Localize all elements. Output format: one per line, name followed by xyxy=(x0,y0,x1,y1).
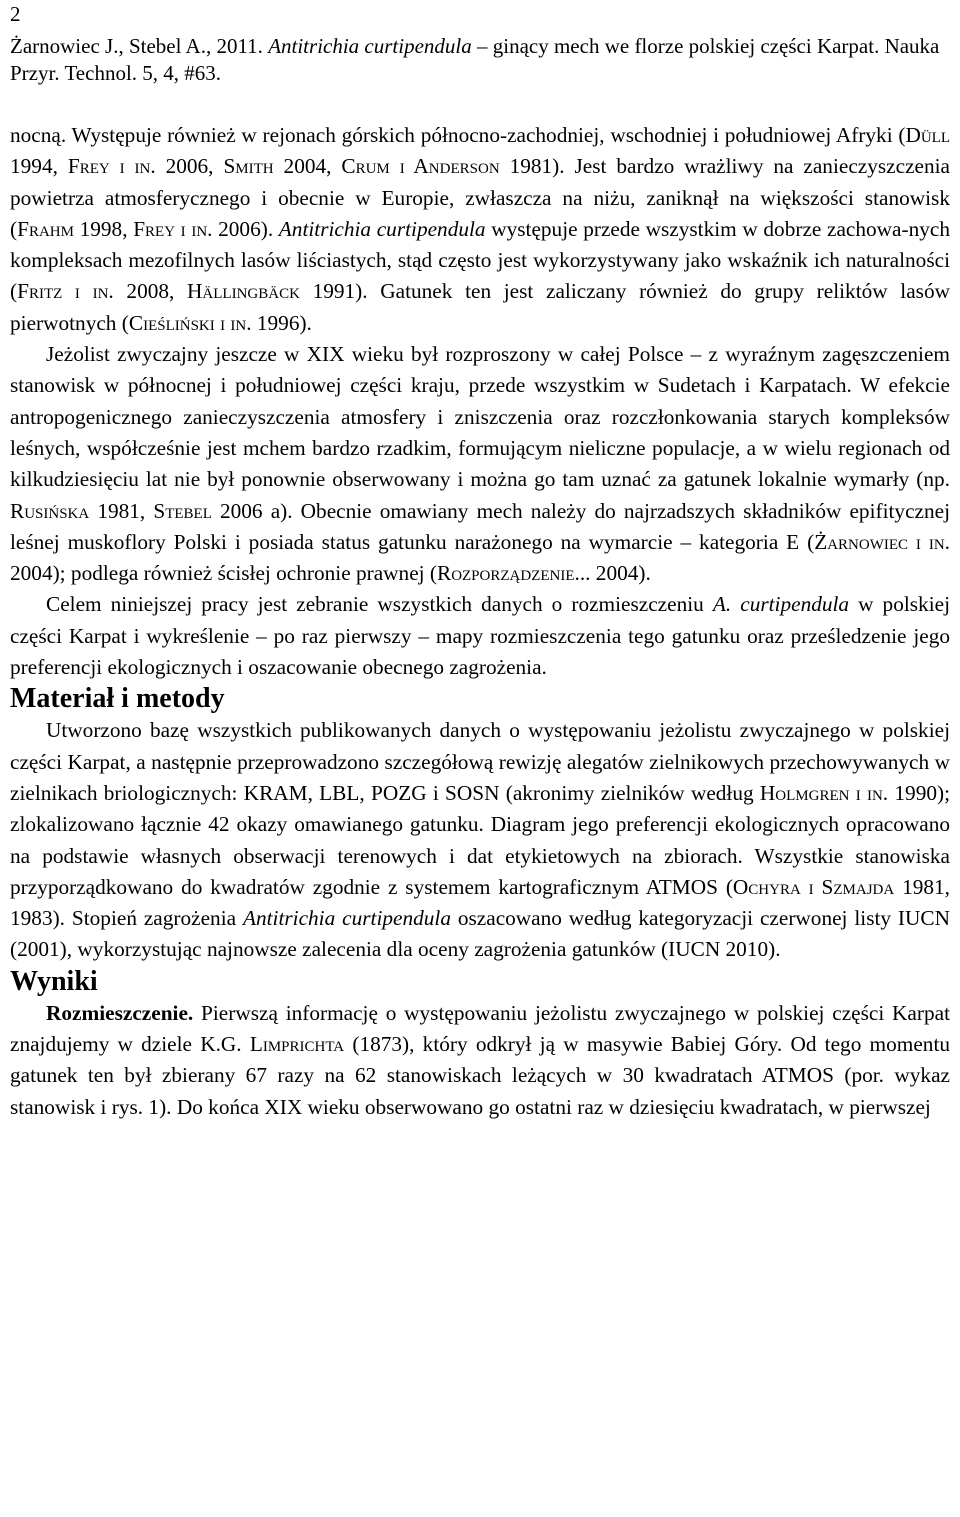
text-run: 2004). xyxy=(590,561,651,586)
author-citation: Żarnowiec i in. xyxy=(814,529,950,554)
paragraph-history-poland xyxy=(10,339,950,589)
author-citation: Rozporządzenie... xyxy=(436,561,591,586)
running-header-citation xyxy=(10,33,950,87)
citation-rest: – ginący mech we florze polskiej części Karpat. Nauka Przyr. Technol. 5, 4, #63. xyxy=(10,34,940,85)
text-run: (1873), który odkrył ją w masywie Babiej Góry. Od tego momentu gatunek ten był zbierany 67 razy na 62 stanowiskach leżących w 30 kwadratach ATMOS (por. wykaz stanowisk i rys. 1). Do końca XIX wieku obserwowano go ostatni raz w dziesięciu kwadratach, w pierwszej xyxy=(10,1032,951,1119)
text-run: 1990); zlokalizowano łącznie 42 okazy omawianego gatunku. Diagram jego preferencji ekologicznych opracowano na podstawie własnych obserwacji terenowych i dat etykietowych na zbiorach. Wszystkie stanowiska przyporządkowano do kwadratów zgodnie z systemem kartograficznym ATMOS ( xyxy=(10,780,951,899)
article-body xyxy=(10,120,950,1123)
author-citation: Hällingbäck xyxy=(187,279,300,304)
author-citation: Crum i Anderson xyxy=(341,154,500,179)
citation-authors: Żarnowiec J., Stebel A., 2011. xyxy=(10,34,269,58)
author-citation: Stebel xyxy=(153,498,212,523)
text-run: 1981, xyxy=(89,498,154,523)
author-citation: Smith xyxy=(223,154,274,179)
author-citation: Düll xyxy=(905,123,950,147)
text-run: Utworzono bazę wszystkich publikowanych danych o występowaniu jeżolistu zwyczajnego w polskiej części Karpat, a następnie przeprowadzono szczegółową rewizję alegatów zielnikowych przechowywanych w zielnikach briologicznych: KRAM, LBL, POZG i SOSN (akronimy zielników według xyxy=(10,718,950,805)
species-name: Antitrichia curtipendula xyxy=(278,216,486,241)
text-run: 1981). Jest bardzo wrażliwy na zanieczyszczenia powietrza atmosferycznego i obecnie w Europie, zwłaszcza na niżu, zaniknął na większości stanowisk ( xyxy=(10,154,950,241)
paragraph-materials-methods xyxy=(10,715,950,965)
author-citation: Fritz i in. xyxy=(17,279,114,304)
paragraph-aim xyxy=(10,589,950,683)
author-citation: Holmgren i in. xyxy=(759,780,889,805)
text-run: 1996). xyxy=(251,310,312,335)
paragraph-distribution-continued xyxy=(10,120,950,339)
author-citation: Ochyra i Szmajda xyxy=(732,874,895,899)
author-citation: Rusińska xyxy=(10,498,90,523)
author-citation: Cieśliński i in. xyxy=(128,310,252,335)
text-run: 1991). Gatunek ten jest zaliczany również do grupy reliktów lasów pierwotnych ( xyxy=(10,279,950,335)
run-in-heading: Rozmieszczenie. xyxy=(46,1000,194,1025)
text-run: 1998, xyxy=(73,216,134,241)
text-run: oszacowano według kategoryzacji czerwonej listy IUCN (2001), wykorzystując najnowsze zalecenia dla oceny zagrożenia gatunków (IUCN 2010). xyxy=(10,906,950,962)
text-run: 1981, 1983). Stopień zagrożenia xyxy=(10,874,950,931)
author-citation: Frahm xyxy=(17,216,74,241)
text-run: nocną. Występuje również w rejonach górskich północno-zachodniej, wschodniej i południowej Afryki ( xyxy=(10,123,906,147)
text-run: Jeżolist zwyczajny jeszcze w XIX wieku był rozproszony w całej Polsce – z wyraźnym zagęszczeniem stanowisk w północnej i południowej części kraju, przede wszystkim w Sudetach i Karpatach. W efekcie antropogenicznego zanieczyszczenia atmosfery i zniszczenia oraz rozczłonkowania starych kompleksów leśnych, współcześnie jest mchem bardzo rzadkim, formującym nieliczne populacje, a w wielu regionach od kilkudziesięciu lat nie był ponownie obserwowany i można go tam uznać za gatunek lokalnie wymarły (np. xyxy=(10,342,950,492)
author-citation: Limprichta xyxy=(249,1032,345,1057)
text-run: 2008, xyxy=(113,279,188,304)
author-citation: Frey i in. xyxy=(67,154,156,179)
text-run: występuje przede wszystkim w dobrze zachowa-nych kompleksach mezofilnych lasów liściastych, stąd często jest wykorzystywany jako wskaźnik ich naturalności ( xyxy=(10,216,950,304)
species-name: Antitrichia curtipendula xyxy=(242,906,451,931)
text-run: 2004); podlega również ścisłej ochronie prawnej ( xyxy=(10,561,437,586)
text-run: 2006 a). Obecnie omawiany mech należy do najrzadszych składników epifitycznej leśnej muskoflory Polski i posiada status gatunku narażonego na wymarcie – kategoria E ( xyxy=(10,498,950,554)
text-run: w polskiej części Karpat i wykreślenie – po raz pierwszy – mapy rozmieszczenia tego gatunku oraz prześledzenie jego preferencji ekologicznych i oszacowanie obecnego zagrożenia. xyxy=(10,592,950,680)
text-run: 2004, xyxy=(273,154,342,179)
text-run: 2006). xyxy=(212,216,279,241)
species-name: A. curtipendula xyxy=(712,592,850,617)
text-run: 1994, xyxy=(10,154,68,179)
text-run: Celem niniejszej pracy jest zebranie wszystkich danych o rozmieszczeniu xyxy=(46,592,713,617)
heading-results: Wyniki xyxy=(10,965,98,997)
text-run: 2006, xyxy=(155,154,224,179)
paragraph-results-distribution xyxy=(10,998,950,1123)
text-run: Pierwszą informację o występowaniu jeżolistu zwyczajnego w polskiej części Karpat znajdujemy w dziele K.G. xyxy=(10,1000,950,1057)
citation-species-title: Antitrichia curtipendula xyxy=(268,34,472,58)
author-citation: Frey i in. xyxy=(133,216,213,241)
page-number: 2 xyxy=(10,2,21,26)
heading-materials-methods: Materiał i metody xyxy=(10,683,225,715)
